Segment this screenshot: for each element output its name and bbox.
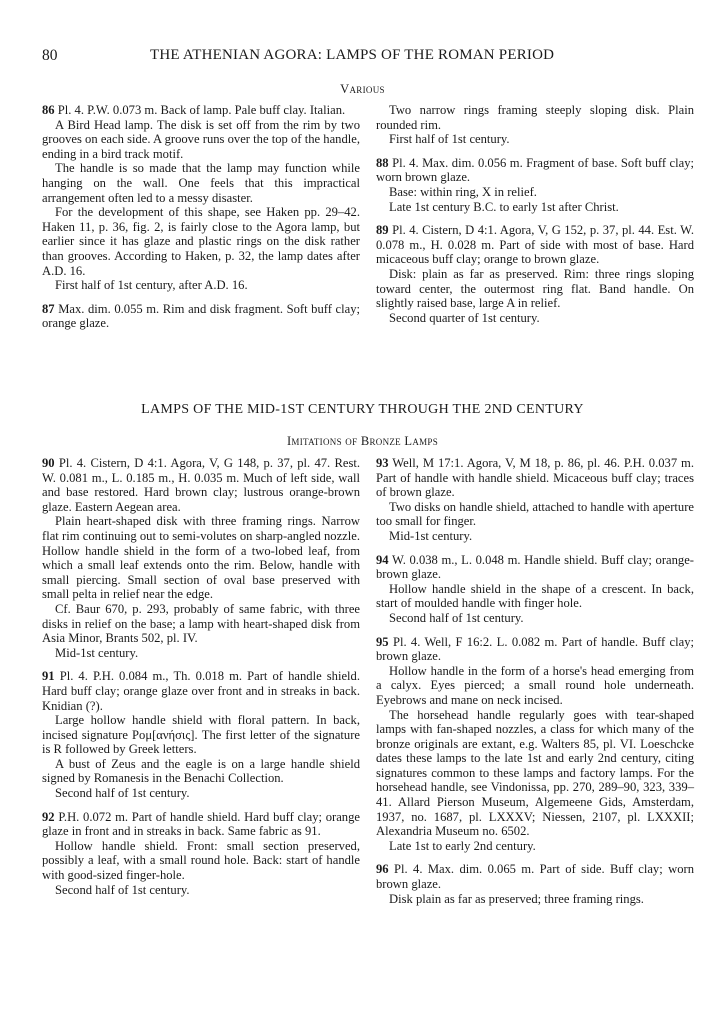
catalogue-entry (376, 456, 694, 544)
entry-paragraph (42, 810, 360, 839)
entry-paragraph (376, 611, 694, 626)
running-title: THE ATHENIAN AGORA: LAMPS OF THE ROMAN PERIOD (150, 47, 555, 63)
entry-text: Mid-1st century. (389, 528, 473, 543)
entry-text: Two disks on handle shield, attached to handle with aperture too small for finger. (376, 499, 694, 529)
entry-paragraph (376, 664, 694, 708)
entry-paragraph (376, 708, 694, 839)
catalogue-entry (42, 456, 360, 660)
section-title-mid-1st-century: LAMPS OF THE MID-1ST CENTURY THROUGH THE 2ND CENTURY (141, 402, 584, 417)
entry-paragraph (42, 646, 360, 661)
column-left-top (42, 103, 360, 340)
entry-paragraph (42, 713, 360, 757)
entry-paragraph (376, 862, 694, 891)
entry-paragraph (42, 839, 360, 883)
catalogue-entry (376, 553, 694, 626)
entry-text: Pl. 4. Cistern, D 4:1. Agora, V, G 152, p. 37, pl. 44. Est. W. 0.078 m., H. 0.028 m. Part of side with most of base. Hard micaceous buff clay; orange to brown glaze. (376, 223, 694, 267)
entry-paragraph (376, 892, 694, 907)
catalogue-entry (42, 103, 360, 293)
entry-number: 95 (376, 634, 389, 649)
entry-text: Disk: plain as far as preserved. Rim: three rings sloping toward center, the outermost ring flat. Band handle. On slightly raised base, large A in relief. (376, 266, 694, 311)
entry-paragraph (376, 132, 694, 147)
entry-number: 93 (376, 456, 389, 470)
catalogue-entry (376, 635, 694, 854)
entry-paragraph (42, 103, 360, 118)
entry-paragraph (376, 582, 694, 611)
entry-number: 96 (376, 862, 389, 877)
entry-text: A bust of Zeus and the eagle is on a large handle shield signed by Romanesis in the Benachi Collection. (42, 756, 360, 786)
entry-number: 90 (42, 456, 55, 470)
entry-text: First half of 1st century, after A.D. 16. (55, 278, 248, 293)
entry-paragraph (376, 311, 694, 326)
entry-number: 87 (42, 301, 55, 316)
entry-paragraph (376, 156, 694, 185)
entry-text: First half of 1st century. (389, 132, 510, 147)
subheading-imitations-bronze-lamps: Imitations of Bronze Lamps (286, 434, 439, 448)
entry-paragraph (42, 669, 360, 713)
entry-text: Max. dim. 0.055 m. Rim and disk fragment. Soft buff clay; orange glaze. (42, 301, 360, 331)
entry-number: 89 (376, 223, 389, 238)
entry-text: Pl. 4. P.W. 0.073 m. Back of lamp. Pale buff clay. Italian. (57, 103, 346, 117)
section-heading-various: Various (340, 82, 385, 96)
entry-number: 88 (376, 155, 389, 170)
entry-paragraph (376, 103, 694, 132)
entry-number: 94 (376, 552, 389, 567)
entry-text: P.H. 0.072 m. Part of handle shield. Hard buff clay; orange glaze in front and in streaks in back. Same fabric as 91. (42, 809, 360, 839)
entry-paragraph (376, 553, 694, 582)
entry-text: A Bird Head lamp. The disk is set off from the rim by two grooves on each side. A groove runs over the top of the handle, ending in a bird track motif. (42, 117, 360, 161)
entry-text: Pl. 4. Max. dim. 0.056 m. Fragment of base. Soft buff clay; worn brown glaze. (376, 155, 694, 185)
entry-text: Well, M 17:1. Agora, V, M 18, p. 86, pl. 46. P.H. 0.037 m. Part of handle with handle shield. Micaceous buff clay; traces of brown glaze. (376, 456, 694, 500)
entry-text: Pl. 4. P.H. 0.084 m., Th. 0.018 m. Part of handle shield. Hard buff clay; orange glaze over front and in streaks in back. Knidian (?). (42, 669, 360, 713)
entry-text: Hollow handle shield. Front: small section preserved, possibly a leaf, with a small round hole. Back: start of handle with good-sized finger-hole. (42, 838, 360, 883)
column-right-top (376, 103, 694, 334)
entry-number: 91 (42, 669, 55, 684)
entry-paragraph (42, 757, 360, 786)
entry-paragraph (42, 602, 360, 646)
column-right-bottom (376, 456, 694, 915)
entry-paragraph (376, 223, 694, 267)
catalogue-entry (376, 156, 694, 214)
entry-paragraph (376, 839, 694, 854)
entry-text: Cf. Baur 670, p. 293, probably of same fabric, with three disks in relief on the base; a lamp with heart-shaped disk from Asia Minor, Brants 502, pl. IV. (42, 601, 360, 646)
entry-paragraph (376, 456, 694, 500)
entry-text: The handle is so made that the lamp may function while hanging on the wall. One feels that this impractical arrangement often led to a messy disaster. (42, 161, 360, 205)
entry-paragraph (376, 185, 694, 200)
catalogue-entry (376, 103, 694, 147)
entry-number: 86 (42, 103, 55, 117)
entry-text: Second half of 1st century. (55, 882, 190, 897)
entry-text: Hollow handle shield in the shape of a crescent. In back, start of moulded handle with finger hole. (376, 581, 694, 611)
entry-text: Second half of 1st century. (389, 610, 524, 625)
catalogue-entry (42, 302, 360, 331)
entry-text: Late 1st to early 2nd century. (389, 838, 536, 853)
entry-paragraph (42, 205, 360, 278)
column-left-bottom (42, 456, 360, 906)
entry-number: 92 (42, 809, 55, 824)
entry-paragraph (376, 529, 694, 544)
entry-paragraph (42, 278, 360, 293)
entry-text: Second quarter of 1st century. (389, 310, 540, 325)
entry-paragraph (42, 786, 360, 801)
entry-paragraph (42, 161, 360, 205)
entry-paragraph (42, 118, 360, 162)
entry-text: Disk plain as far as preserved; three framing rings. (389, 891, 644, 906)
entry-paragraph (42, 302, 360, 331)
entry-text: The horsehead handle regularly goes with tear-shaped lamps with fan-shaped nozzles, a class for which many of the bronze originals are extant, e.g. Walters 85, pl. VI. Loeschcke dates these lamps to the late 1st and early 2nd century, citing signatures common to these lamps and factory lamps. For the horsehead handle, see Vindonissa, pp. 270, 289–90, 323, 339–41. Allard Pierson Museum, Algemeene Gids, Amsterdam, 1937, no. 1687, pl. LXXXV; Niessen, 2107, pl. LXXXII; Alexandria Museum no. 6502. (376, 707, 694, 839)
entry-text: Late 1st century B.C. to early 1st after Christ. (389, 199, 619, 214)
entry-text: Pl. 4. Well, F 16:2. L. 0.082 m. Part of handle. Buff clay; brown glaze. (376, 634, 694, 664)
entry-paragraph (42, 456, 360, 514)
entry-text: For the development of this shape, see Haken pp. 29–42. Haken 11, p. 36, fig. 2, is fairly close to the Agora lamp, but earlier since it has glaze and plastic rings on the disk rather than grooves. According to Haken, p. 32, the lamp dates after A.D. 16. (42, 205, 360, 278)
entry-text: Two narrow rings framing steeply sloping disk. Plain rounded rim. (376, 103, 694, 132)
entry-paragraph (376, 200, 694, 215)
entry-text: Large hollow handle shield with floral pattern. In back, incised signature Ρομ[ανήσις]. The first letter of the signature is R followed by Greek letters. (42, 713, 360, 757)
page-number: 80 (42, 47, 58, 64)
entry-paragraph (42, 883, 360, 898)
entry-paragraph (376, 267, 694, 311)
entry-text: Base: within ring, X in relief. (389, 184, 537, 199)
entry-text: Mid-1st century. (55, 645, 139, 660)
catalogue-entry (42, 810, 360, 898)
catalogue-entry (376, 862, 694, 906)
entry-text: Second half of 1st century. (55, 786, 190, 801)
entry-text: W. 0.038 m., L. 0.048 m. Handle shield. Buff clay; orange-brown glaze. (376, 552, 695, 582)
entry-paragraph (376, 635, 694, 664)
entry-text: Pl. 4. Max. dim. 0.065 m. Part of side. Buff clay; worn brown glaze. (376, 862, 694, 892)
entry-paragraph (376, 500, 694, 529)
entry-text: Pl. 4. Cistern, D 4:1. Agora, V, G 148, p. 37, pl. 47. Rest. W. 0.081 m., L. 0.185 m., H. 0.035 m. Much of left side, wall and base restored. Hard brown clay; lustrous orange-brown glaze. Eastern Aegean area. (42, 456, 360, 514)
catalogue-entry (42, 669, 360, 800)
entry-text: Plain heart-shaped disk with three framing rings. Narrow flat rim continuing out to semi-volutes on sharp-angled nozzle. Hollow handle shield in the form of a two-lobed leaf, from which a small leaf extends onto the rim. Below, handle with small piercing. Small section of oval base preserved with small pelta in relief near the edge. (42, 514, 360, 602)
catalogue-entry (376, 223, 694, 325)
entry-text: Hollow handle in the form of a horse's head emerging from a calyx. Eyes pierced; a small round hole underneath. Eyebrows and mane on neck incised. (376, 663, 694, 707)
entry-paragraph (42, 514, 360, 602)
